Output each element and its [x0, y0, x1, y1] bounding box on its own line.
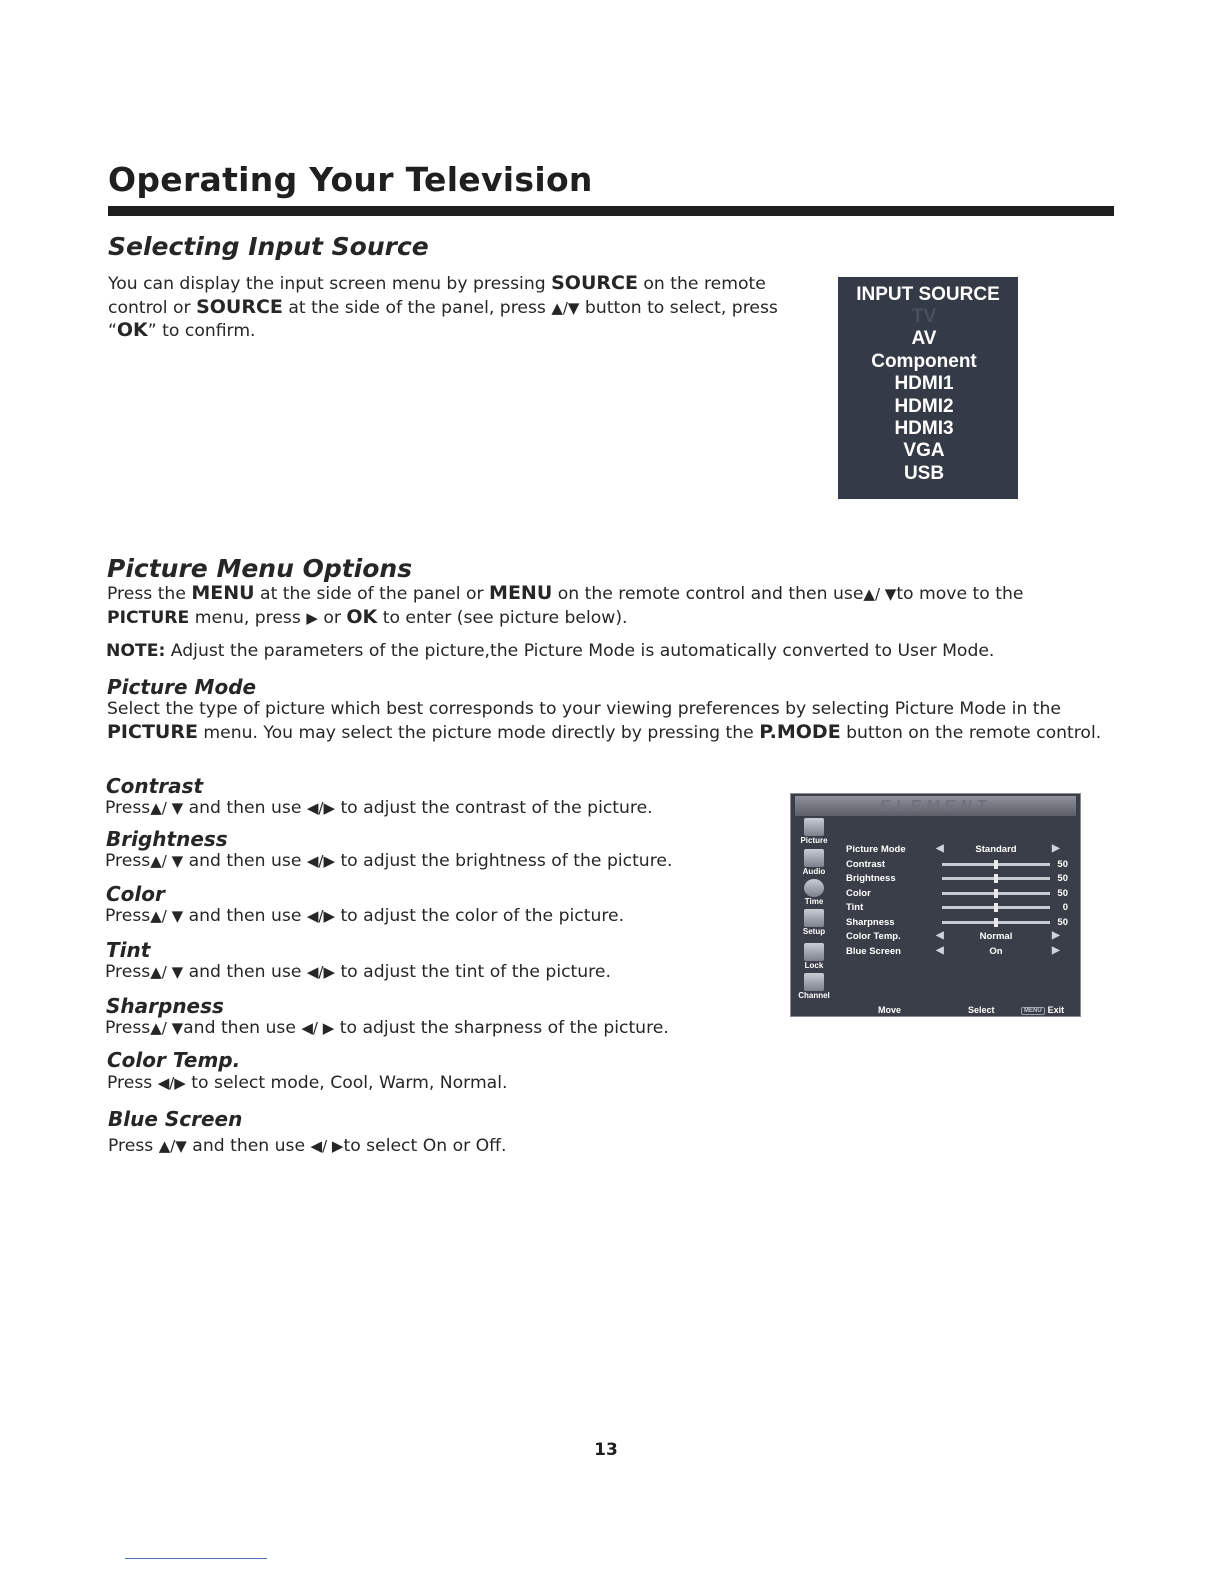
- channel-icon: [804, 973, 824, 991]
- row-value: Standard: [975, 844, 1017, 855]
- brightness-heading: Brightness: [106, 827, 228, 851]
- lock-tab: Lock: [798, 943, 830, 970]
- contrast-heading: Contrast: [106, 774, 204, 798]
- setup-tab: Setup: [798, 909, 830, 936]
- brand-logo: ELEMENT: [879, 798, 992, 815]
- slider-knob: [994, 874, 998, 883]
- audio-tab: Audio: [798, 849, 830, 876]
- clock-icon: [804, 879, 824, 897]
- row-label: Color Temp.: [846, 931, 901, 942]
- row-value: 0: [1062, 902, 1068, 913]
- footer-exit: MENU Exit: [1021, 1005, 1064, 1015]
- footer-select: Select: [968, 1005, 995, 1015]
- row-label: Tint: [846, 902, 864, 913]
- color-heading: Color: [106, 882, 165, 906]
- slider-track: [942, 921, 1050, 924]
- source-item-hdmi1: HDMI1: [894, 373, 954, 395]
- left-arrow-icon: ◀: [936, 843, 944, 854]
- right-arrow-icon: ▶: [1052, 930, 1060, 941]
- tint-heading: Tint: [106, 938, 151, 962]
- row-label: Brightness: [846, 873, 896, 884]
- blue-screen-text: Press ▲/▼ and then use ◀/ ▶to select On or Off.: [108, 1136, 507, 1156]
- footer-move: Move: [878, 1005, 902, 1015]
- tv-menu-row: [846, 859, 1066, 874]
- row-label: Sharpness: [846, 916, 895, 928]
- left-arrow-icon: ◀: [936, 944, 944, 956]
- setup-icon: [804, 909, 824, 927]
- tv-menu-title-bar: [795, 796, 1076, 816]
- row-label: Blue Screen: [846, 945, 901, 957]
- tv-menu-row: [846, 902, 1066, 917]
- menu-key-icon: MENU: [1021, 1007, 1045, 1015]
- source-item-vga: VGA: [903, 440, 945, 462]
- tv-picture-menu: [790, 793, 1081, 1017]
- row-label: Contrast: [846, 858, 886, 870]
- row-label: Color: [846, 887, 871, 899]
- right-arrow-icon: ▶: [1052, 944, 1060, 956]
- input-source-text: You can display the input screen menu by pressing SOURCE on the remote control or SOURCE at the side of the panel, press ▲/▼ button to select, press “OK” to confirm.: [108, 272, 778, 341]
- tv-menu-row: [846, 873, 1066, 888]
- audio-icon: [804, 849, 824, 867]
- picture-menu-intro: Press the MENU at the side of the panel or MENU on the remote control and then use▲/ ▼to move to the PICTURE menu, press ▶ or OK to enter (see picture below).: [107, 582, 1024, 628]
- slider-track: [942, 892, 1050, 895]
- slider-knob: [994, 889, 998, 898]
- slider-track: [942, 863, 1050, 866]
- brightness-text: Press▲/ ▼ and then use ◀/▶ to adjust the brightness of the picture.: [105, 851, 673, 871]
- tv-menu-rows: [846, 844, 1066, 960]
- time-tab: Time: [798, 879, 830, 906]
- tv-menu-row: [846, 917, 1066, 932]
- row-value: 50: [1057, 916, 1068, 928]
- input-source-menu: [838, 277, 1018, 499]
- left-arrow-icon: ◀: [936, 930, 944, 941]
- source-item-hdmi2: HDMI2: [894, 395, 954, 417]
- picture-mode-text: Select the type of picture which best corresponds to your viewing preferences by selecting Picture Mode in the PICTURE menu. You may select the picture mode directly by pressing the P.MODE button on the remote control.: [107, 699, 1102, 743]
- color-temp-heading: Color Temp.: [107, 1048, 241, 1072]
- slider-track: [942, 906, 1050, 909]
- channel-tab: Channel: [798, 973, 830, 1000]
- row-value: On: [989, 945, 1003, 957]
- slider-knob: [994, 918, 998, 927]
- row-value: Normal: [979, 931, 1013, 942]
- slider-track: [942, 877, 1050, 880]
- source-item-tv: TV: [911, 306, 937, 327]
- page-number: 13: [594, 1440, 618, 1460]
- row-value: 50: [1057, 873, 1068, 884]
- tv-menu-row: [846, 888, 1066, 903]
- tv-menu-row: [846, 844, 1066, 859]
- source-item-av: AV: [911, 328, 937, 350]
- picture-note: NOTE: Adjust the parameters of the picture,the Picture Mode is automatically converted to User Mode.: [106, 641, 995, 661]
- tint-text: Press▲/ ▼ and then use ◀/▶ to adjust the tint of the picture.: [105, 962, 611, 982]
- input-source-heading: Selecting Input Source: [108, 232, 429, 261]
- title-rule: [108, 206, 1114, 216]
- picture-icon: [804, 818, 824, 836]
- slider-knob: [994, 860, 998, 869]
- source-item-hdmi3: HDMI3: [894, 418, 954, 440]
- lock-icon: [804, 943, 824, 961]
- picture-menu-heading: Picture Menu Options: [107, 554, 413, 583]
- source-item-usb: USB: [903, 462, 945, 484]
- tv-menu-row: [846, 931, 1066, 946]
- row-value: 50: [1057, 887, 1068, 899]
- footer-line: [125, 1558, 267, 1559]
- input-source-menu-header: INPUT SOURCE: [856, 284, 1000, 305]
- color-text: Press▲/ ▼ and then use ◀/▶ to adjust the color of the picture.: [105, 906, 625, 926]
- right-arrow-icon: ▶: [1052, 843, 1060, 854]
- tv-menu-sidebar: [794, 818, 834, 1014]
- blue-screen-heading: Blue Screen: [108, 1107, 243, 1131]
- tv-menu-row: [846, 946, 1066, 961]
- sharpness-heading: Sharpness: [106, 994, 224, 1018]
- color-temp-text: Press ◀/▶ to select mode, Cool, Warm, Normal.: [107, 1073, 508, 1093]
- picture-mode-heading: Picture Mode: [107, 675, 257, 699]
- source-item-component: Component: [871, 350, 977, 372]
- contrast-text: Press▲/ ▼ and then use ◀/▶ to adjust the contrast of the picture.: [105, 798, 653, 818]
- row-label: Picture Mode: [846, 844, 906, 855]
- row-value: 50: [1057, 858, 1068, 870]
- sharpness-text: Press▲/ ▼and then use ◀/ ▶ to adjust the sharpness of the picture.: [105, 1018, 669, 1038]
- picture-tab: Picture: [798, 818, 830, 845]
- slider-knob: [994, 903, 998, 912]
- page-title: Operating Your Television: [108, 160, 593, 199]
